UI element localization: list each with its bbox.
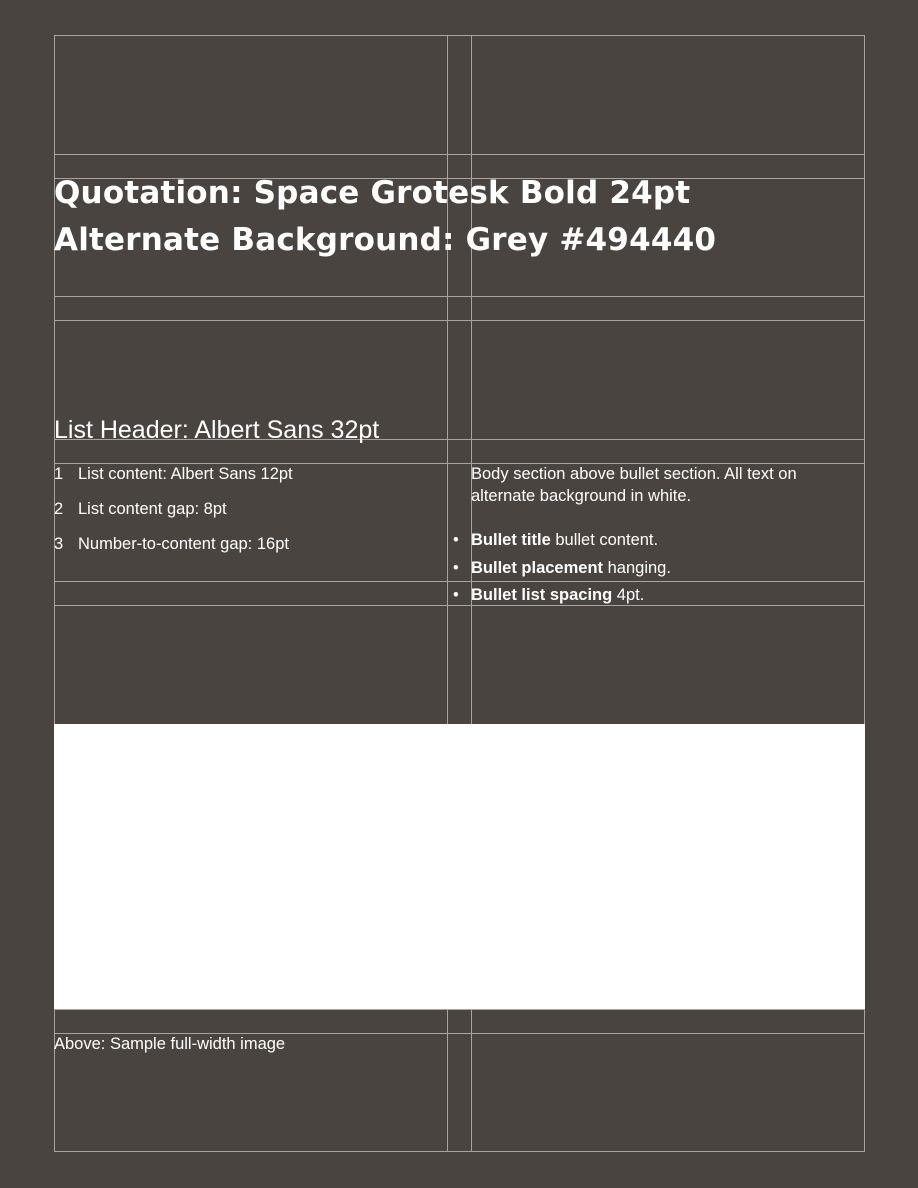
list-number: 1 bbox=[54, 465, 64, 483]
bullet-content: 4pt. bbox=[612, 586, 645, 604]
bullet-item bbox=[453, 529, 863, 557]
bullet-list bbox=[453, 529, 863, 612]
list-item-text: List content: Albert Sans 12pt bbox=[78, 465, 293, 483]
quotation-line-2: Alternate Background: Grey #494440 bbox=[54, 222, 717, 258]
bullet-title: Bullet placement bbox=[471, 558, 604, 577]
list-number: 3 bbox=[54, 535, 64, 553]
list-item-text: Number-to-content gap: 16pt bbox=[78, 535, 289, 553]
quotation-block bbox=[54, 170, 874, 264]
bullet-content: hanging. bbox=[603, 558, 671, 577]
numbered-list-item bbox=[54, 463, 444, 498]
list-item-text: List content gap: 8pt bbox=[78, 500, 227, 518]
bullet-title: Bullet title bbox=[471, 531, 551, 549]
bullet-dot-icon: • bbox=[453, 531, 459, 549]
list-header: List Header: Albert Sans 32pt bbox=[54, 416, 380, 444]
sample-full-width-image bbox=[54, 724, 865, 1009]
body-text: Body section above bullet section. All text on alternate background in white. bbox=[471, 465, 797, 505]
bullet-content: bullet content. bbox=[550, 531, 659, 549]
bullet-item bbox=[453, 557, 863, 585]
bullet-title: Bullet list spacing bbox=[471, 586, 613, 604]
list-number: 2 bbox=[54, 500, 64, 518]
numbered-list-item bbox=[54, 498, 444, 533]
bullet-dot-icon: • bbox=[453, 586, 459, 604]
quotation-line-1: Quotation: Space Grotesk Bold 24pt bbox=[54, 175, 691, 211]
numbered-list bbox=[54, 463, 444, 568]
bullet-item bbox=[453, 584, 863, 612]
image-caption: Above: Sample full-width image bbox=[54, 1035, 286, 1053]
numbered-list-item bbox=[54, 533, 444, 568]
bullet-dot-icon: • bbox=[453, 558, 459, 577]
